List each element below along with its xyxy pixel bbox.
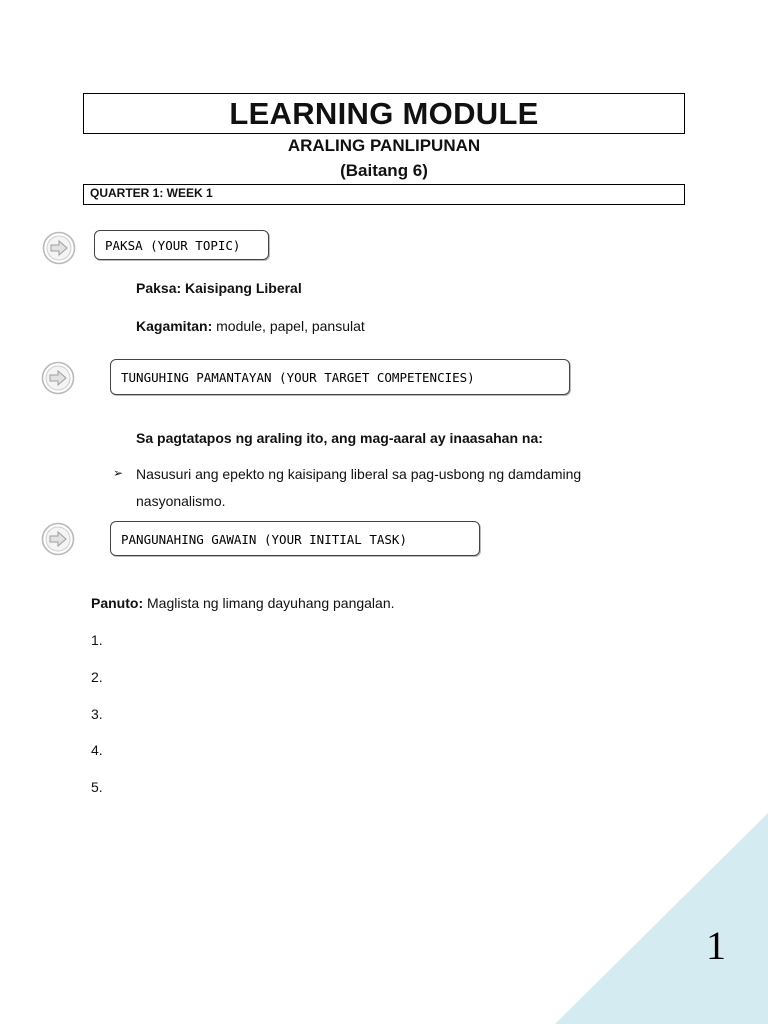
task-panuto — [91, 595, 395, 611]
grade-level: (Baitang 6) — [340, 161, 428, 180]
task-section-label: PANGUNAHING GAWAIN (YOUR INITIAL TASK) — [110, 521, 480, 556]
competencies-intro: Sa pagtatapos ng araling ito, ang mag-aaral ay inaasahan na: — [136, 430, 543, 446]
arrow-right-icon — [41, 522, 75, 556]
arrow-right-icon — [42, 231, 76, 265]
topic-paksa: Paksa: Kaisipang Liberal — [136, 280, 302, 296]
task-list-item: 4. — [91, 742, 103, 758]
task-list-item: 5. — [91, 779, 103, 795]
task-list-item: 3. — [91, 706, 103, 722]
competencies-section-label: TUNGUHING PAMANTAYAN (YOUR TARGET COMPETENCIES) — [110, 359, 570, 395]
competency-item-line1: Nasusuri ang epekto ng kaisipang liberal sa pag-usbong ng damdaming — [136, 466, 582, 482]
panuto-text: Maglista ng limang dayuhang pangalan. — [143, 595, 395, 611]
task-list-item: 2. — [91, 669, 103, 685]
topic-section-label: PAKSA (YOUR TOPIC) — [94, 230, 269, 260]
kagamitan-value: module, papel, pansulat — [212, 318, 365, 334]
quarter-week-label: QUARTER 1: WEEK 1 — [83, 184, 685, 205]
competency-item-line2: nasyonalismo. — [136, 493, 226, 509]
subject-title: ARALING PANLIPUNAN — [287, 136, 481, 155]
arrow-right-icon — [41, 361, 75, 395]
panuto-label: Panuto: — [91, 595, 144, 611]
kagamitan-label: Kagamitan: — [136, 318, 213, 334]
task-list-item: 1. — [91, 632, 103, 648]
topic-kagamitan — [136, 318, 365, 334]
competency-bullet: ➢ — [113, 466, 124, 480]
module-title: LEARNING MODULE — [83, 93, 685, 134]
page-number: 1 — [706, 923, 726, 968]
